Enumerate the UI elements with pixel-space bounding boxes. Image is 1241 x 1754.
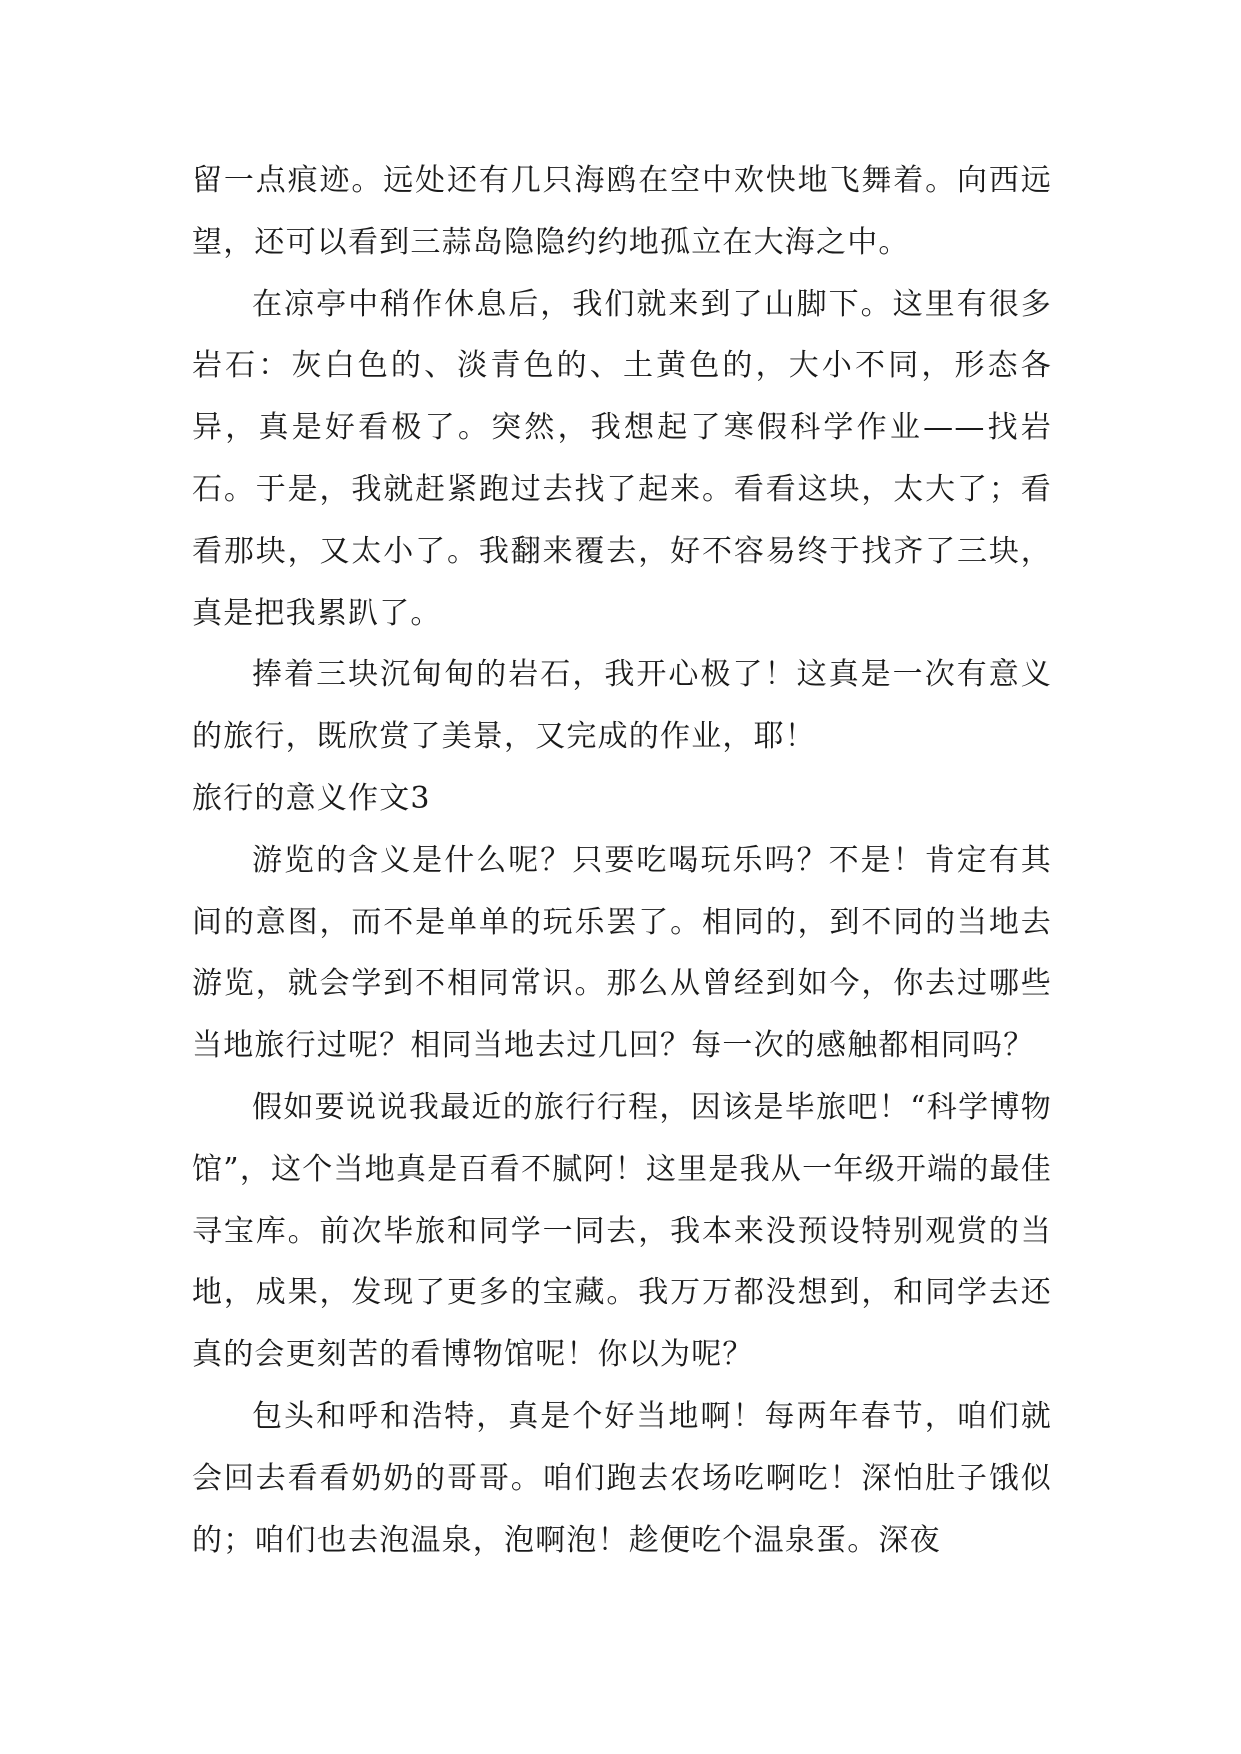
paragraph-continuation: 留一点痕迹。远处还有几只海鸥在空中欢快地飞舞着。向西远望，还可以看到三蒜岛隐隐约约地孤立在大海之中。 [192, 163, 1052, 260]
paragraph-conclusion: 捧着三块沉甸甸的岩石，我开心极了！这真是一次有意义的旅行，既欣赏了美景，又完成的作业，耶！ [192, 657, 1052, 755]
paragraph-rocks: 在凉亭中稍作休息后，我们就来到了山脚下。这里有很多岩石：灰白色的、淡青色的、土黄色的，大小不同，形态各异，真是好看极了。突然，我想起了寒假科学作业——找岩石。于是，我就赶紧跑过去找了起来。看看这块，太大了；看看那块，又太小了。我翻来覆去，好不容易终于找齐了三块，真是把我累趴了。 [192, 286, 1052, 631]
essay-heading: 旅行的意义作文3 [192, 780, 431, 816]
document-body [192, 150, 1052, 1571]
paragraph-baotou: 包头和呼和浩特，真是个好当地啊！每两年春节，咱们就会回去看看奶奶的哥哥。咱们跑去农场吃啊吃！深怕肚子饿似的；咱们也去泡温泉，泡啊泡！趁便吃个温泉蛋。深夜 [192, 1398, 1052, 1558]
paragraph-museum: 假如要说说我最近的旅行行程，因该是毕旅吧！“科学博物馆”，这个当地真是百看不腻阿！这里是我从一年级开端的最佳寻宝库。前次毕旅和同学一同去，我本来没预设特别观赏的当地，成果，发现了更多的宝藏。我万万都没想到，和同学去还真的会更刻苦的看博物馆呢！你以为呢？ [192, 1089, 1052, 1373]
paragraph-meaning: 游览的含义是什么呢？只要吃喝玩乐吗？不是！肯定有其间的意图，而不是单单的玩乐罢了。相同的，到不同的当地去游览，就会学到不相同常识。那么从曾经到如今，你去过哪些当地旅行过呢？相同当地去过几回？每一次的感触都相同吗？ [192, 842, 1052, 1064]
